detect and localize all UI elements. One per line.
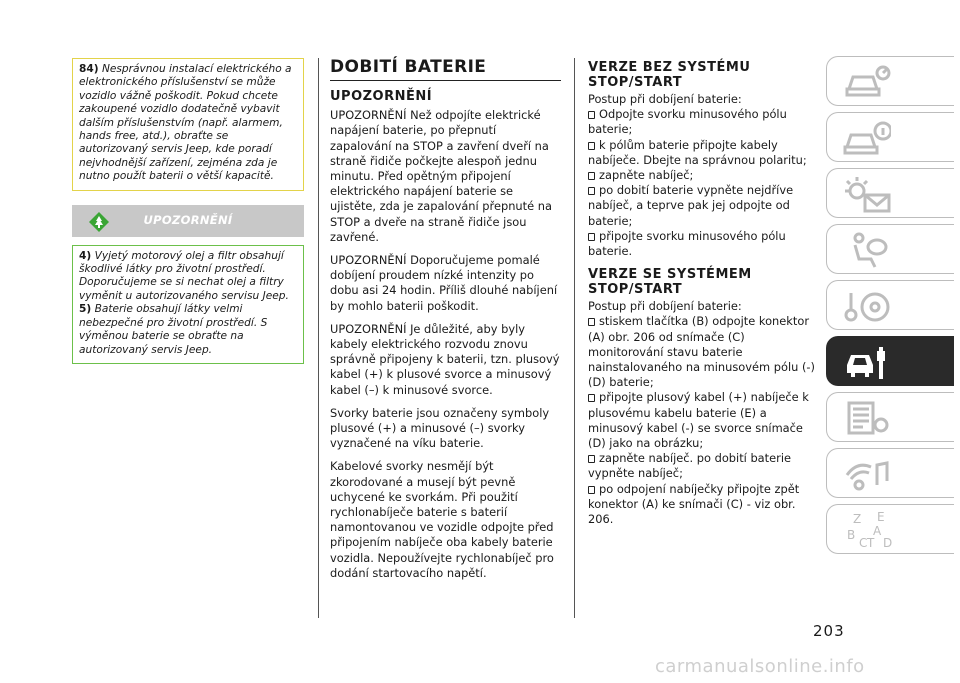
index-letter: A: [873, 524, 882, 538]
step-text: zapněte nabíječ. po dobití baterie vypněte nabíječ;: [588, 451, 791, 481]
bullet-icon: [588, 111, 595, 119]
step-text: po dobití baterie vypněte nejdříve nabíječ, a teprve pak jej odpojte od baterie;: [588, 183, 794, 228]
bullet-icon: [588, 486, 595, 494]
index-letter: C: [859, 536, 868, 550]
step-item: [588, 482, 820, 528]
tab-maintenance[interactable]: [826, 336, 954, 386]
left-column: [72, 58, 304, 364]
note-84-box: [72, 58, 304, 191]
step-item: [588, 183, 820, 229]
column-divider: [318, 58, 319, 618]
page-number: 203: [813, 622, 845, 640]
bullet-icon: [588, 318, 595, 326]
airbag-seat-icon: [843, 231, 891, 269]
step-item: [588, 107, 820, 137]
index-letter: D: [883, 536, 893, 550]
car-wrench-icon: [843, 343, 891, 381]
warning-light-mail-icon: [843, 175, 891, 213]
note-4-text: Vyjetý motorový olej a filtr obsahují škodlivé látky pro životní prostředí. Doporučujeme se si nechat olej a filtry vyměnit u autorizovaného servisu Jeep.: [79, 249, 289, 302]
technical-data-icon: [843, 399, 891, 437]
environment-notes-box: [72, 245, 304, 364]
tab-dashboard[interactable]: [826, 56, 954, 106]
multimedia-music-icon: [843, 455, 891, 493]
section1-intro: Postup při dobíjení baterie:: [588, 92, 742, 106]
section2-title: VERZE SE SYSTÉMEM STOP/START: [588, 267, 752, 298]
note-5: [79, 303, 297, 357]
tab-multimedia[interactable]: [826, 448, 954, 498]
watermark: carmanualsonline.info: [655, 656, 865, 677]
bullet-icon: [588, 172, 595, 180]
tab-starting-driving[interactable]: [826, 280, 954, 330]
note-84-text: Nesprávnou instalací elektrického a elektronického příslušenství se může vozidlo vážně poškodit. Pokud chcete zakoupené vozidlo dodatečně vybavit dalším příslušenstvím (např. alarmem, hands free, atd.), obraťte se autorizovaný servis Jeep, kde poradí nejvhodnější zařízení, zejména zda je nutno použít baterii o větší kapacitě.: [79, 63, 292, 183]
step-item: [588, 390, 820, 451]
step-text: stiskem tlačítka (B) odpojte konektor (A) obr. 206 od snímače (C) monitorování stavu baterie nainstalovaného na minusovém pólu (-) (D) baterie;: [588, 314, 815, 390]
index-letter: B: [847, 528, 856, 542]
step-item: [588, 138, 820, 168]
step-item: [588, 229, 820, 259]
column-divider: [574, 58, 575, 618]
middle-column: [330, 57, 561, 589]
index-letters-icon: [843, 511, 899, 551]
section-title: DOBITÍ BATERIE: [330, 60, 561, 81]
section1-title: VERZE BEZ SYSTÉMU STOP/START: [588, 60, 751, 90]
tab-index[interactable]: [826, 504, 954, 554]
index-letter: E: [877, 511, 885, 524]
step-text: po odpojení nabíječky připojte zpět konektor (A) ke snímači (C) - viz obr. 206.: [588, 481, 800, 527]
step-text: Odpojte svorku minusového pólu baterie;: [588, 107, 787, 137]
step-item: [588, 168, 820, 183]
paragraph: UPOZORNĚNÍ Než odpojíte elektrické napájení baterie, po přepnutí zapalování na STOP a zavření dveří na straně řidiče počkejte alespoň jednu minutu. Před opětným připojení elektrického napájení baterie se ujistěte, zda je zapalování přepnuté na STOP a dveře na straně řidiče jsou zavřené.: [330, 108, 552, 244]
step-text: k pólům baterie připojte kabely nabíječe. Dbejte na správnou polaritu;: [588, 137, 807, 167]
right-column: [588, 60, 820, 527]
bullet-icon: [588, 142, 595, 150]
tab-safety[interactable]: [826, 224, 954, 274]
car-info-icon: [843, 119, 891, 157]
note-84-number: 84): [79, 63, 99, 75]
tab-warning-lights[interactable]: [826, 168, 954, 218]
warning-title: UPOZORNĚNÍ: [143, 213, 233, 228]
note-5-number: 5): [79, 303, 92, 316]
paragraph: UPOZORNĚNÍ Doporučujeme pomalé dobíjení proudem nízké intenzity po dobu asi 24 hodin. Příliš dlouhé nabíjení by mohlo baterii poškodit.: [330, 253, 558, 313]
dashboard-car-icon: [843, 63, 891, 101]
index-letter: Z: [853, 512, 862, 526]
note-4: [79, 250, 297, 304]
note-4-number: 4): [79, 249, 92, 262]
tab-car-info[interactable]: [826, 112, 954, 162]
environment-warning-icon: [88, 211, 110, 233]
bullet-icon: [588, 233, 595, 241]
index-letter: T: [867, 536, 875, 550]
section-subtitle: UPOZORNĚNÍ: [330, 89, 433, 105]
bullet-icon: [588, 187, 595, 195]
step-item: [588, 451, 820, 481]
steering-key-icon: [843, 287, 891, 325]
bullet-icon: [588, 394, 595, 402]
step-text: připojte svorku minusového pólu baterie.: [588, 228, 786, 259]
paragraph: UPOZORNĚNÍ Je důležité, aby byly kabely elektrického rozvodu znovu správně připojeny k baterii, tzn. plusový kabel (+) k plusové svorce a minusový kabel (–) k minusové svorce.: [330, 321, 560, 397]
bullet-icon: [588, 455, 595, 463]
paragraph: Kabelové svorky nesmějí být zkorodované a musejí být pevně uchycené ke svorkám. Při použití rychlonabíječe baterie s baterií namontovanou ve vozidle odpojte před připojením nabíječe oba kabely baterie vozidla. Nepoužívejte rychlonabíječ pro dodání startovacího napětí.: [330, 459, 554, 580]
step-item: [588, 314, 820, 390]
tab-technical-data[interactable]: [826, 392, 954, 442]
section2-intro: Postup při dobíjení baterie:: [588, 299, 742, 314]
paragraph: Svorky baterie jsou označeny symboly plusové (+) a minusové (–) svorky vyznačené na víku baterie.: [330, 405, 550, 451]
environment-warning-header: [72, 205, 304, 237]
note-5-text: Baterie obsahují látky velmi nebezpečné pro životní prostředí. S výměnou baterie se obraťte na autorizovaný servis Jeep.: [79, 303, 268, 356]
step-text: připojte plusový kabel (+) nabíječe k plusovému kabelu baterie (E) a minusový kabel (-) se svorce snímače (D) jako na obrázku;: [588, 390, 809, 451]
step-text: zapněte nabíječ;: [599, 168, 694, 183]
